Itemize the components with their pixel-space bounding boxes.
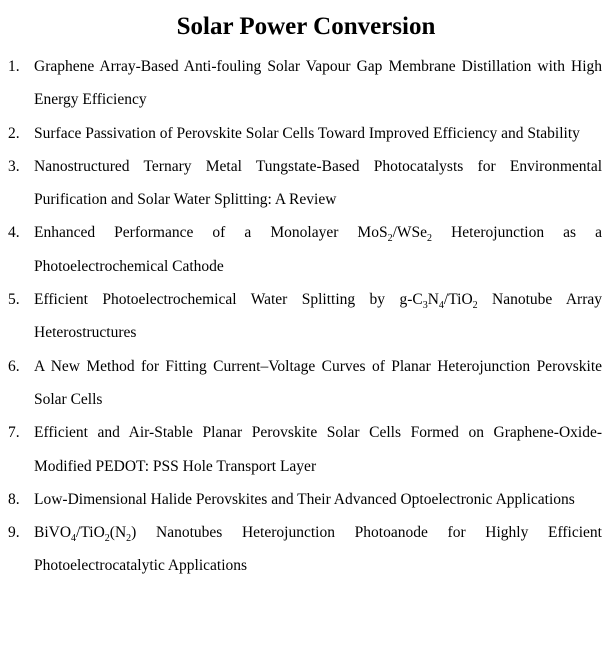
subscript-text: 4	[71, 533, 77, 545]
subscript-text: 2	[387, 233, 393, 245]
title-text: Efficient and Air-Stable Planar Perovskite Solar Cells Formed on Graphene-Oxide-Modified PEDOT: PSS Hole Transport Layer	[34, 424, 602, 475]
item-title	[34, 50, 602, 117]
item-number: 7.	[8, 424, 20, 442]
title-text: /TiO	[443, 291, 473, 309]
item-number: 9.	[8, 524, 20, 542]
list-item	[8, 150, 602, 217]
subscript-text: 3	[422, 300, 428, 312]
item-number: 2.	[8, 124, 20, 142]
title-text: /TiO	[76, 524, 105, 542]
subscript-text: 2	[427, 233, 433, 245]
title-text: Enhanced Performance of a Monolayer MoS	[34, 224, 388, 242]
title-text: Graphene Array-Based Anti-fouling Solar Vapour Gap Membrane Distillation with High Energy Efficiency	[34, 58, 602, 109]
page-title: Solar Power Conversion	[176, 13, 436, 40]
title-text: Heterojunction as a Photoelectrochemical Cathode	[34, 224, 602, 275]
list-item	[8, 117, 602, 150]
subscript-text: 2	[104, 533, 110, 545]
item-title	[34, 150, 602, 217]
item-title	[34, 416, 602, 483]
title-text: /WSe	[392, 224, 428, 242]
title-text: Surface Passivation of Perovskite Solar Cells Toward Improved Efficiency and Stability	[34, 124, 580, 142]
item-title	[34, 283, 602, 350]
item-number: 3.	[8, 157, 20, 175]
item-number: 6.	[8, 357, 20, 375]
item-title	[34, 216, 602, 283]
title-text: Nanotube Array Heterostructures	[34, 291, 602, 342]
item-number: 1.	[8, 58, 20, 75]
list-item	[8, 50, 602, 117]
title-text: A New Method for Fitting Current–Voltage Curves of Planar Heterojunction Perovskite Solar Cells	[34, 357, 602, 408]
title-text: ) Nanotubes Heterojunction Photoanode for Highly Efficient Photoelectrocatalytic Applications	[34, 524, 602, 575]
list-item	[8, 216, 602, 283]
title-text: Nanostructured Ternary Metal Tungstate-Based Photocatalysts for Environmental Purification and Solar Water Splitting: A Review	[34, 157, 602, 209]
reference-list	[8, 50, 602, 583]
subscript-text: 2	[126, 533, 132, 545]
title-text: Efficient Photoelectrochemical Water Splitting by g-C	[34, 291, 423, 309]
item-title	[34, 117, 602, 150]
item-title	[34, 350, 602, 417]
item-title	[34, 516, 602, 583]
list-item	[8, 350, 602, 417]
list-item	[8, 516, 602, 583]
list-item	[8, 283, 602, 350]
list-item	[8, 416, 602, 483]
title-text: Low-Dimensional Halide Perovskites and Their Advanced Optoelectronic Applications	[34, 490, 575, 508]
item-title	[34, 483, 602, 516]
item-number: 5.	[8, 291, 20, 309]
title-text: N	[427, 291, 439, 309]
title-text: BiVO	[34, 524, 72, 542]
subscript-text: 2	[472, 300, 478, 312]
list-item	[8, 483, 602, 516]
title-text: (N	[109, 524, 127, 542]
item-number: 4.	[8, 224, 20, 242]
item-number: 8.	[8, 490, 20, 508]
subscript-text: 4	[438, 300, 444, 312]
